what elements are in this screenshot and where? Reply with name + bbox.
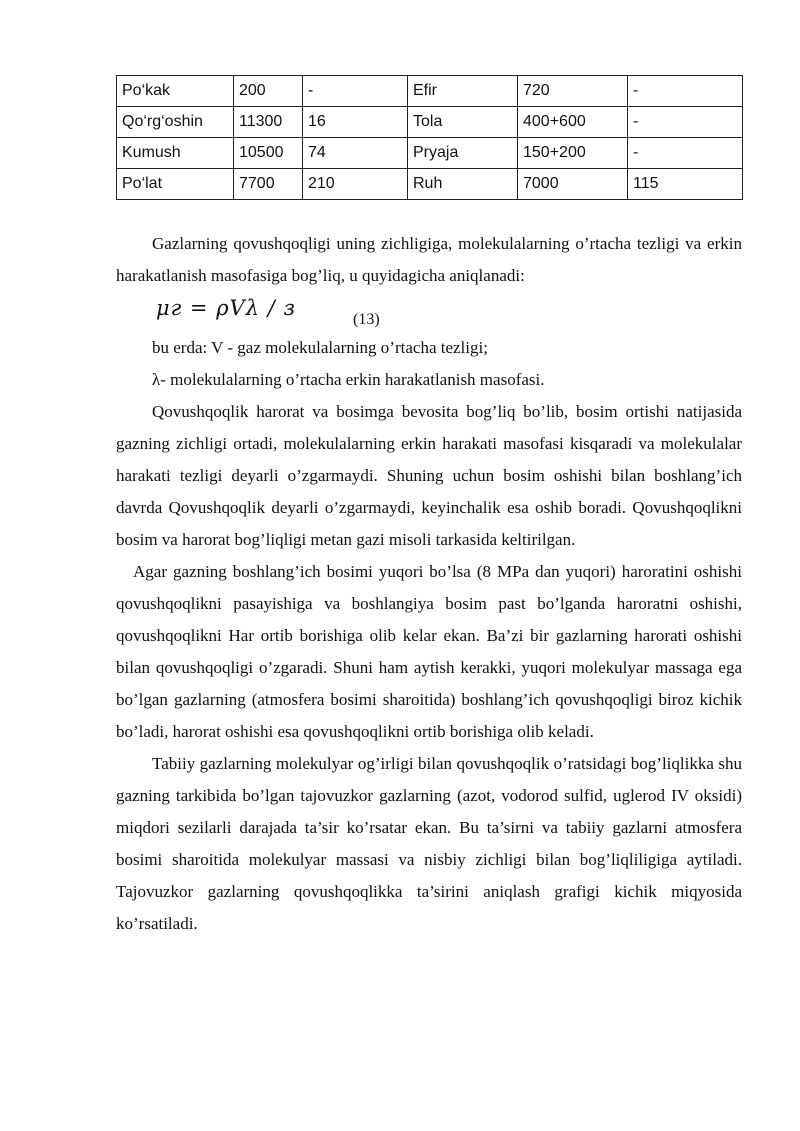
table-cell: Efir [408, 76, 518, 107]
table-cell: 7000 [518, 169, 628, 200]
table-row [117, 169, 743, 200]
formula-number: (13) [353, 311, 380, 328]
table-cell: Ruh [408, 169, 518, 200]
table-cell: 720 [518, 76, 628, 107]
table-cell: 150+200 [518, 138, 628, 169]
table-cell: Qo‘rg‘oshin [117, 107, 234, 138]
table-cell: 7700 [234, 169, 303, 200]
table-cell: Tola [408, 107, 518, 138]
table-cell: 400+600 [518, 107, 628, 138]
table-row [117, 76, 743, 107]
table-cell: 11300 [234, 107, 303, 138]
table-row [117, 107, 743, 138]
table-cell: - [628, 76, 743, 107]
viscosity-formula: μг = ρVλ / з [156, 296, 296, 320]
definition-v: bu erda: V - gaz molekulalarning o’rtacha tezligi; [152, 338, 488, 357]
table-row [117, 138, 743, 169]
table-cell: 16 [303, 107, 408, 138]
paragraph-pressure: Qovushqoqlik harorat va bosimga bevosita bog’liq bo’lib, bosim ortishi natijasida gazning zichligi ortadi, molekulalarning erkin harakati masofasi kisqaradi va molekulalar harakati tezligi deyarli o’zgarmaydi. Shuning uchun bosim oshishi bilan boshlang’ich davrda Qovushqoqlik deyarli o’zgarmaydi, keyinchalik esa oshib boradi. Qovushqoqlikni bosim va harorat bog’liqligi metan gazi misoli tarkasida keltirilgan. [116, 402, 742, 549]
table-cell: Pryaja [408, 138, 518, 169]
paragraph-temperature: Agar gazning boshlang’ich bosimi yuqori bo’lsa (8 MPa dan yuqori) haroratini oshishi qovushqoqlikni pasayishiga va boshlangiya bosim past bo’lganda haroratni oshishi, qovushqoqlikni Har ortib borishiga olib kelar ekan. Ba’zi bir gazlarning harorati oshishi bilan qovushqoqligi o’zgaradi. Shuni ham aytish kerakki, yuqori molekulyar massaga ega bo’lgan gazlarning (atmosfera bosimi sharoitida) boshlang’ich qovushqoqligi biroz kichik bo’ladi, harorat oshishi esa qovushqoqlikni ortib borishiga olib keladi. [116, 562, 742, 741]
density-table [116, 75, 743, 200]
table-cell: - [628, 107, 743, 138]
definition-lambda: λ- molekulalarning o’rtacha erkin harakatlanish masofasi. [152, 370, 545, 389]
table-cell: 74 [303, 138, 408, 169]
paragraph-molecular-weight: Tabiiy gazlarning molekulyar og’irligi bilan qovushqoqlik o’ratsidagi bog’liqlikka shu gazning tarkibida bo’lgan tajovuzkor gazlarning (azot, vodorod sulfid, uglerod IV oksidi) miqdori sezilarli darajada ta’sir ko’rsatar ekan. Bu ta’sirni va tabiiy gazlarni atmosfera bosimi sharoitida molekulyar massasi va nisbiy zichligi bilan bog’liqliligiga aytiladi. Tajovuzkor gazlarning qovushqoqlikka ta’sirini aniqlash grafigi kichik miqyosida ko’rsatiladi. [116, 754, 742, 933]
table-cell: Kumush [117, 138, 234, 169]
table-cell: 115 [628, 169, 743, 200]
table-cell: 210 [303, 169, 408, 200]
table-cell: Po‘lat [117, 169, 234, 200]
table-cell: 10500 [234, 138, 303, 169]
table-cell: - [628, 138, 743, 169]
table-cell: - [303, 76, 408, 107]
body-text [116, 228, 742, 940]
paragraph-intro: Gazlarning qovushqoqligi uning zichligiga, molekulalarning o’rtacha tezligi va erkin harakatlanish masofasiga bog’liq, u quyidagicha aniqlanadi: [116, 234, 742, 285]
table-cell: Po‘kak [117, 76, 234, 107]
table-cell: 200 [234, 76, 303, 107]
formula-line [116, 292, 742, 332]
